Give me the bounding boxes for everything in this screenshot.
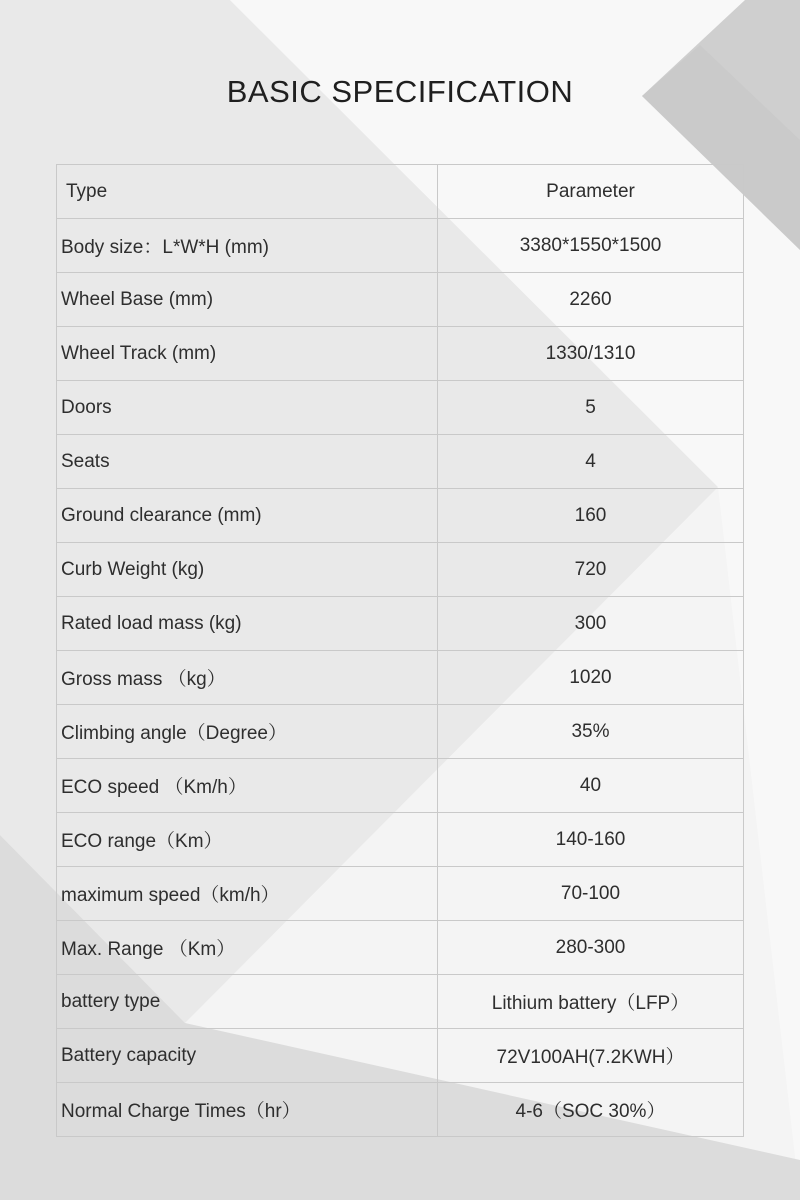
table-row — [57, 1083, 744, 1137]
spec-parameter-cell: 280-300 — [438, 921, 744, 975]
table-row — [57, 219, 744, 273]
spec-type-cell: maximum speed（km/h） — [57, 867, 438, 921]
spec-parameter-cell: 5 — [438, 381, 744, 435]
table-row — [57, 759, 744, 813]
spec-parameter-cell: 2260 — [438, 273, 744, 327]
spec-parameter-cell: 720 — [438, 543, 744, 597]
table-row — [57, 597, 744, 651]
spec-type-cell: Max. Range （Km） — [57, 921, 438, 975]
spec-type-cell: Gross mass （kg） — [57, 651, 438, 705]
spec-type-cell: Climbing angle（Degree） — [57, 705, 438, 759]
spec-type-cell: Curb Weight (kg) — [57, 543, 438, 597]
spec-parameter-cell: Lithium battery（LFP） — [438, 975, 744, 1029]
specification-table — [56, 164, 744, 1137]
page-title: BASIC SPECIFICATION — [226, 74, 574, 109]
table-row — [57, 867, 744, 921]
spec-type-cell: Rated load mass (kg) — [57, 597, 438, 651]
spec-type-cell: Seats — [57, 435, 438, 489]
spec-type-cell: ECO range（Km） — [57, 813, 438, 867]
spec-type-cell: Ground clearance (mm) — [57, 489, 438, 543]
spec-parameter-cell: 4-6（SOC 30%） — [438, 1083, 744, 1137]
table-header-row — [57, 165, 744, 219]
spec-parameter-cell: 3380*1550*1500 — [438, 219, 744, 273]
spec-parameter-cell: 300 — [438, 597, 744, 651]
spec-type-cell: battery type — [57, 975, 438, 1029]
table-row — [57, 921, 744, 975]
spec-parameter-cell: 160 — [438, 489, 744, 543]
spec-parameter-cell: 72V100AH(7.2KWH） — [438, 1029, 744, 1083]
table-row — [57, 273, 744, 327]
spec-type-cell: Body size：L*W*H (mm) — [57, 219, 438, 273]
spec-type-cell: Normal Charge Times（hr） — [57, 1083, 438, 1137]
header-type-cell: Type — [57, 165, 438, 219]
table-row — [57, 651, 744, 705]
spec-parameter-cell: 40 — [438, 759, 744, 813]
table-row — [57, 489, 744, 543]
table-row — [57, 705, 744, 759]
table-row — [57, 813, 744, 867]
table-row — [57, 1029, 744, 1083]
table-row — [57, 327, 744, 381]
header-parameter-cell: Parameter — [438, 165, 744, 219]
spec-parameter-cell: 35% — [438, 705, 744, 759]
spec-parameter-cell: 1330/1310 — [438, 327, 744, 381]
spec-parameter-cell: 70-100 — [438, 867, 744, 921]
spec-type-cell: Wheel Base (mm) — [57, 273, 438, 327]
spec-type-cell: Wheel Track (mm) — [57, 327, 438, 381]
spec-parameter-cell: 140-160 — [438, 813, 744, 867]
specification-table-body — [57, 165, 744, 1137]
spec-type-cell: ECO speed （Km/h） — [57, 759, 438, 813]
spec-parameter-cell: 1020 — [438, 651, 744, 705]
table-row — [57, 381, 744, 435]
table-row — [57, 543, 744, 597]
table-row — [57, 435, 744, 489]
spec-type-cell: Doors — [57, 381, 438, 435]
spec-type-cell: Battery capacity — [57, 1029, 438, 1083]
spec-parameter-cell: 4 — [438, 435, 744, 489]
table-row — [57, 975, 744, 1029]
